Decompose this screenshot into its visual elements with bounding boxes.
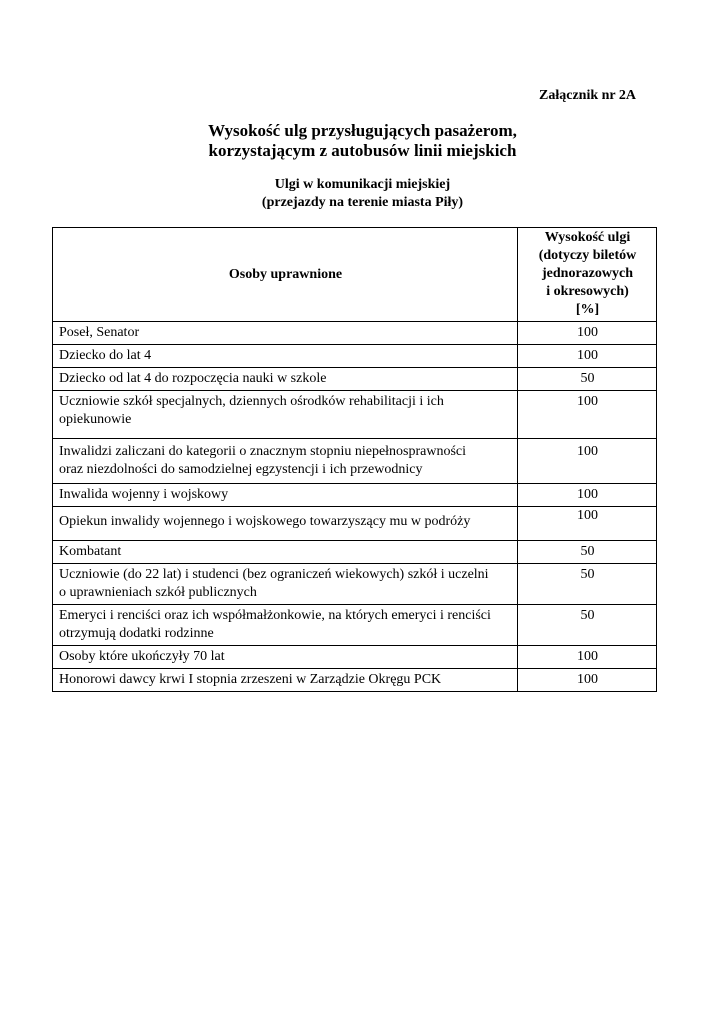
discount-value: 100 [518,646,657,669]
persons-cell [53,345,518,368]
document-title [0,121,725,161]
persons-cell [53,605,518,646]
persons-cell [53,484,518,507]
table-row [53,484,657,507]
annex-label: Załącznik nr 2A [539,88,636,103]
table-row [53,439,657,484]
discount-value: 100 [518,669,657,692]
persons-text: Kombatant [59,544,122,559]
table-row [53,669,657,692]
persons-text: Dziecko do lat 4 [59,348,152,363]
persons-text: oraz niezdolności do samodzielnej egzystencji i ich przewodnicy [59,462,423,477]
title-line-2: korzystającym z autobusów linii miejskich [208,141,517,160]
table-row [53,507,657,541]
persons-text: Osoby które ukończyły 70 lat [59,649,225,664]
persons-cell [53,669,518,692]
persons-text: Inwalidzi zaliczani do kategorii o znacznym stopniu niepełnosprawności [59,444,467,459]
persons-cell [53,564,518,605]
discount-value: 100 [518,322,657,345]
table-row [53,541,657,564]
header-discount [518,228,657,322]
persons-text: Uczniowie (do 22 lat) i studenci (bez ograniczeń wiekowych) szkół i uczelni [59,567,489,582]
table-row [53,391,657,439]
persons-text: Emeryci i renciści oraz ich współmałżonkowie, na których emeryci i renciści [59,608,491,623]
header-discount-line: [%] [575,302,600,317]
discount-value: 100 [518,391,657,439]
subtitle-line-2: (przejazdy na terenie miasta Piły) [261,195,464,210]
header-discount-line: i okresowych) [546,284,629,299]
discount-value: 50 [518,368,657,391]
discount-value: 100 [518,345,657,368]
header-discount-line: (dotyczy biletów [538,248,637,263]
header-discount-line: Wysokość ulgi [544,230,631,245]
persons-text: Honorowi dawcy krwi I stopnia zrzeszeni w Zarządzie Okręgu PCK [59,672,442,687]
header-persons: Osoby uprawnione [53,228,518,322]
discount-value: 100 [518,507,657,541]
persons-text: o uprawnieniach szkół publicznych [59,585,257,600]
persons-cell [53,541,518,564]
discount-value: 100 [518,439,657,484]
persons-text: Dziecko od lat 4 do rozpoczęcia nauki w szkole [59,371,327,386]
table-row [53,322,657,345]
persons-cell [53,507,518,541]
persons-cell [53,391,518,439]
discount-table [52,227,657,692]
discount-value: 50 [518,564,657,605]
table-row [53,646,657,669]
discount-value: 50 [518,541,657,564]
table-row [53,605,657,646]
persons-text: Poseł, Senator [59,325,140,340]
title-line-1: Wysokość ulg przysługujących pasażerom, [208,121,517,140]
persons-text: Opiekun inwalidy wojennego i wojskowego towarzyszący mu w podróży [59,514,471,529]
persons-cell [53,646,518,669]
table-header-row [53,228,657,322]
table-row [53,564,657,605]
persons-cell [53,439,518,484]
persons-cell [53,322,518,345]
persons-text: opiekunowie [59,412,132,427]
persons-cell [53,368,518,391]
document-subtitle [0,176,725,212]
header-discount-line: jednorazowych [542,266,633,281]
persons-text: Inwalida wojenny i wojskowy [59,487,229,502]
table-row [53,368,657,391]
discount-value: 100 [518,484,657,507]
persons-text: Uczniowie szkół specjalnych, dziennych ośrodków rehabilitacji i ich [59,394,444,409]
persons-text: otrzymują dodatki rodzinne [59,626,214,641]
table-row [53,345,657,368]
discount-value: 50 [518,605,657,646]
subtitle-line-1: Ulgi w komunikacji miejskiej [274,177,451,192]
